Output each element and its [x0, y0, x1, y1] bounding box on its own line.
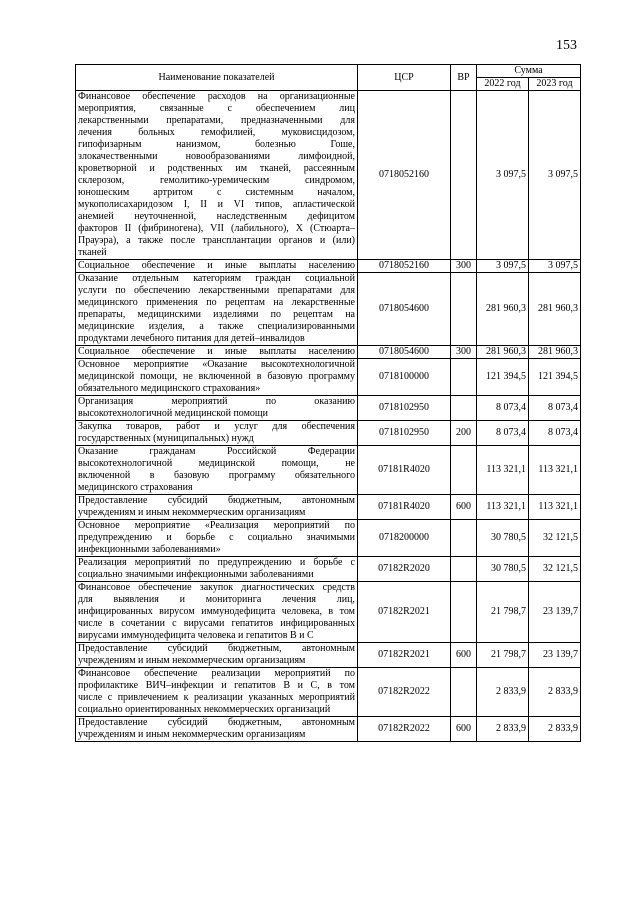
row-vr	[451, 273, 477, 346]
row-name-line: учреждениям и иным некоммерческим организациям	[78, 655, 306, 666]
row-sum-2022: 121 394,5	[477, 359, 529, 396]
row-csr: 0718100000	[358, 359, 451, 396]
row-name-line: инфекционными заболеваниями»	[78, 544, 221, 555]
table-row	[76, 520, 581, 557]
row-csr: 07181R4020	[358, 446, 451, 495]
row-name-line: высокотехнологичной медицинской помощи	[78, 408, 268, 419]
row-sum-2022: 113 321,1	[477, 446, 529, 495]
row-sum-2022: 30 780,5	[477, 520, 529, 557]
row-name-line: Социальное обеспечение и иные выплаты населению	[78, 346, 355, 357]
row-name-line: числе в сочетании с вирусами гепатитов инфицированных	[78, 618, 355, 629]
row-sum-2023: 3 097,5	[529, 260, 581, 273]
row-sum-2023: 23 139,7	[529, 643, 581, 668]
row-name	[76, 91, 358, 260]
row-name-line: учреждениям и иным некоммерческим организациям	[78, 729, 306, 740]
row-name-line: Финансовое обеспечение реализации мероприятий по	[78, 668, 355, 679]
row-name-line: лекарственными препаратами, предназначенными для	[78, 115, 355, 126]
row-sum-2022: 3 097,5	[477, 260, 529, 273]
row-csr: 07182R2021	[358, 643, 451, 668]
row-csr: 0718052160	[358, 260, 451, 273]
row-name-line: препараты, медицинскими изделиями по рецептам на	[78, 309, 355, 320]
row-name-line: Финансовое обеспечение закупок диагностических средств	[78, 582, 355, 593]
row-name-line: Закупка товаров, работ и услуг для обеспечения	[78, 421, 355, 432]
row-vr	[451, 668, 477, 717]
row-name-line: лечения больных гемофилией, муковисцидозом,	[78, 127, 355, 138]
row-name-line: учреждениям и иным некоммерческим организациям	[78, 507, 306, 518]
row-name	[76, 668, 358, 717]
row-name-line: продуктами лечебного питания для детей–инвалидов	[78, 333, 305, 344]
row-name-line: медицинской помощи, не включенной в базовую программу	[78, 371, 355, 382]
row-name	[76, 359, 358, 396]
row-name-line: государственных (муниципальных) нужд	[78, 433, 254, 444]
row-name-line: Организация мероприятий по оказанию	[78, 396, 355, 407]
row-name-line: Основное мероприятие «Оказание высокотехнологичной	[78, 359, 355, 370]
row-name	[76, 520, 358, 557]
row-name-line: Социальное обеспечение и иные выплаты населению	[78, 260, 355, 271]
header-name: Наименование показателей	[76, 65, 358, 91]
row-sum-2022: 8 073,4	[477, 421, 529, 446]
row-name-line: Финансовое обеспечение расходов на организационные	[78, 91, 355, 102]
row-vr	[451, 396, 477, 421]
row-vr: 200	[451, 421, 477, 446]
row-vr	[451, 359, 477, 396]
row-name	[76, 421, 358, 446]
row-sum-2023: 3 097,5	[529, 91, 581, 260]
row-sum-2022: 281 960,3	[477, 273, 529, 346]
row-vr	[451, 446, 477, 495]
row-name	[76, 446, 358, 495]
row-csr: 07182R2021	[358, 582, 451, 643]
row-name-line: Предоставление субсидий бюджетным, автономным	[78, 495, 355, 506]
row-sum-2022: 2 833,9	[477, 668, 529, 717]
row-sum-2022: 3 097,5	[477, 91, 529, 260]
table-row	[76, 495, 581, 520]
row-vr	[451, 557, 477, 582]
row-name-line: злокачественными новообразованиями лимфоидной,	[78, 151, 355, 162]
row-sum-2022: 8 073,4	[477, 396, 529, 421]
row-csr: 0718054600	[358, 273, 451, 346]
row-sum-2022: 21 798,7	[477, 643, 529, 668]
row-sum-2022: 281 960,3	[477, 346, 529, 359]
table-row	[76, 273, 581, 346]
row-name-line: включенной в базовую программу обязательного	[78, 470, 355, 481]
row-csr: 0718102950	[358, 396, 451, 421]
row-vr	[451, 582, 477, 643]
row-name-line: юношеским артритом с системным началом,	[78, 187, 355, 198]
row-name	[76, 396, 358, 421]
row-name-line: мероприятия, связанные с обеспечением лиц	[78, 103, 355, 114]
row-name-line: услуги по обеспечению лекарственными препаратами для	[78, 285, 355, 296]
row-vr: 300	[451, 346, 477, 359]
row-name-line: склерозом, гемолитико-уремическим синдромом,	[78, 175, 355, 186]
table-row	[76, 582, 581, 643]
row-name-line: социально значимыми инфекционными заболеваниями	[78, 569, 314, 580]
row-csr: 07182R2022	[358, 717, 451, 742]
row-sum-2023: 113 321,1	[529, 495, 581, 520]
header-vr: ВР	[451, 65, 477, 91]
row-vr: 600	[451, 717, 477, 742]
row-name-line: Основное мероприятие «Реализация мероприятий по	[78, 520, 355, 531]
row-name	[76, 643, 358, 668]
row-sum-2023: 8 073,4	[529, 421, 581, 446]
row-name-line: кроветворной и родственных им тканей, рассеянным	[78, 163, 355, 174]
page-number: 153	[556, 38, 577, 53]
row-sum-2022: 2 833,9	[477, 717, 529, 742]
row-name-line: мукополисахаридозом I, II и VI типов, апластической	[78, 199, 355, 210]
row-name-line: профилактике ВИЧ–инфекции и гепатитов В и С, в том	[78, 680, 355, 691]
row-name-line: высокотехнологичной медицинской помощи, не	[78, 458, 355, 469]
budget-table	[75, 64, 581, 742]
row-csr: 07182R2020	[358, 557, 451, 582]
row-name-line: числе с привлечением к реализации указанных мероприятий	[78, 692, 355, 703]
row-sum-2023: 121 394,5	[529, 359, 581, 396]
row-name-line: социально ориентированных некоммерческих организаций	[78, 704, 331, 715]
row-sum-2023: 281 960,3	[529, 346, 581, 359]
row-csr: 0718102950	[358, 421, 451, 446]
row-csr: 07182R2022	[358, 668, 451, 717]
row-sum-2022: 113 321,1	[477, 495, 529, 520]
table-row	[76, 359, 581, 396]
row-name	[76, 582, 358, 643]
row-name-line: анемией неуточненной, наследственным дефицитом	[78, 211, 355, 222]
row-sum-2023: 281 960,3	[529, 273, 581, 346]
row-name-line: медицинского применения по рецептам на лекарственные	[78, 297, 355, 308]
table-row	[76, 421, 581, 446]
row-vr	[451, 520, 477, 557]
row-name-line: для выявления и мониторинга лечения лиц,	[78, 594, 355, 605]
row-vr: 300	[451, 260, 477, 273]
header-csr: ЦСР	[358, 65, 451, 91]
row-name-line: обязательного медицинского страхования»	[78, 383, 261, 394]
row-name	[76, 273, 358, 346]
row-csr: 0718200000	[358, 520, 451, 557]
table-row	[76, 643, 581, 668]
row-name-line: медицинского страхования	[78, 482, 193, 493]
table-row	[76, 91, 581, 260]
row-name-line: тканей	[78, 247, 107, 258]
row-name-line: факторов II (фибриногена), VII (лабильного), X (Стюарта–	[78, 223, 355, 234]
row-name	[76, 557, 358, 582]
row-name	[76, 260, 358, 273]
header-year-2022: 2022 год	[477, 78, 529, 91]
table-body	[76, 91, 581, 742]
row-name	[76, 717, 358, 742]
row-name-line: предупреждению и борьбе с социально значимыми	[78, 532, 355, 543]
row-sum-2023: 113 321,1	[529, 446, 581, 495]
row-sum-2023: 2 833,9	[529, 717, 581, 742]
table-row	[76, 396, 581, 421]
row-name-line: Реализация мероприятий по предупреждению и борьбе с	[78, 557, 355, 568]
row-name-line: Прауэра), а также после трансплантации органов и (или)	[78, 235, 355, 246]
row-name	[76, 346, 358, 359]
row-sum-2023: 32 121,5	[529, 557, 581, 582]
row-sum-2023: 8 073,4	[529, 396, 581, 421]
row-vr	[451, 91, 477, 260]
table-row	[76, 668, 581, 717]
header-year-2023: 2023 год	[529, 78, 581, 91]
row-csr: 07181R4020	[358, 495, 451, 520]
table-row	[76, 717, 581, 742]
table-row	[76, 446, 581, 495]
row-sum-2023: 32 121,5	[529, 520, 581, 557]
table-row	[76, 260, 581, 273]
table-row	[76, 557, 581, 582]
row-csr: 0718052160	[358, 91, 451, 260]
row-name-line: гипофизарным нанизмом, болезнью Гоше,	[78, 139, 355, 150]
row-sum-2023: 23 139,7	[529, 582, 581, 643]
row-sum-2022: 30 780,5	[477, 557, 529, 582]
row-name-line: Оказание отдельным категориям граждан социальной	[78, 273, 355, 284]
table-row	[76, 346, 581, 359]
row-name-line: медицинские изделия, а также специализированными	[78, 321, 355, 332]
row-name	[76, 495, 358, 520]
row-vr: 600	[451, 495, 477, 520]
row-name-line: инфицированных вирусом иммунодефицита человека, в том	[78, 606, 355, 617]
row-sum-2023: 2 833,9	[529, 668, 581, 717]
row-vr: 600	[451, 643, 477, 668]
row-name-line: вирусами иммунодефицита человека и гепатитов В и С	[78, 630, 314, 641]
row-name-line: Оказание гражданам Российской Федерации	[78, 446, 355, 457]
row-name-line: Предоставление субсидий бюджетным, автономным	[78, 717, 355, 728]
row-sum-2022: 21 798,7	[477, 582, 529, 643]
header-sum: Сумма	[477, 65, 581, 78]
row-name-line: Предоставление субсидий бюджетным, автономным	[78, 643, 355, 654]
row-csr: 0718054600	[358, 346, 451, 359]
